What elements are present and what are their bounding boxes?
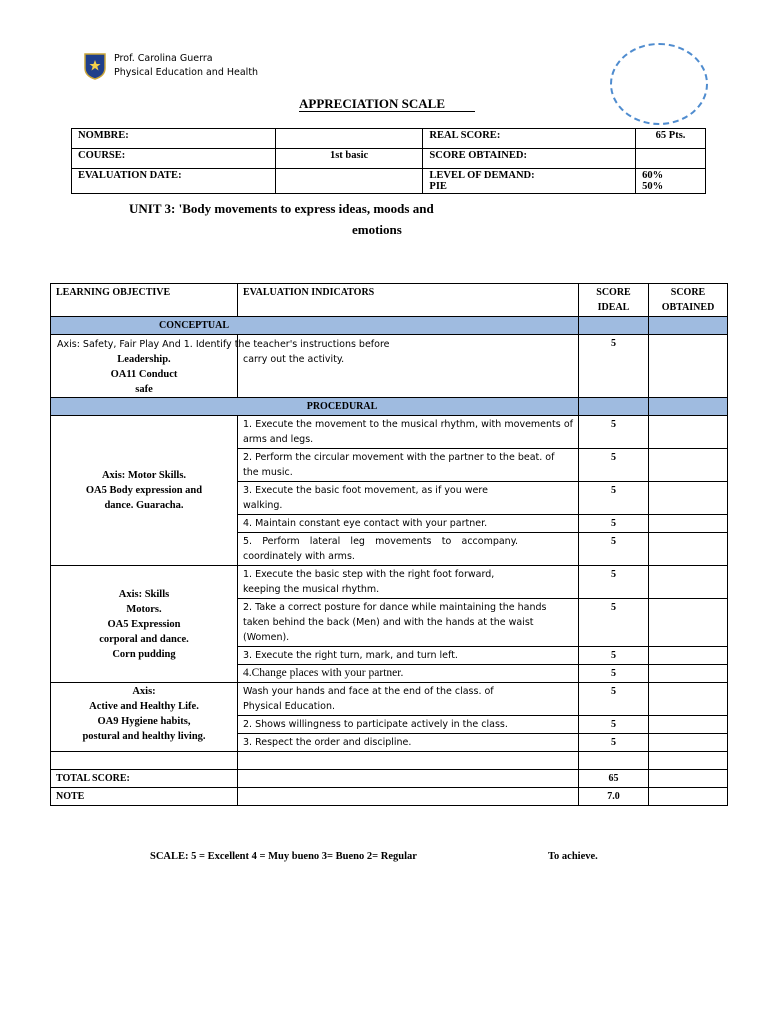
score-obtained-value[interactable]: [636, 149, 706, 169]
nombre-value[interactable]: [275, 129, 423, 149]
score-obtained-cell[interactable]: [649, 515, 728, 533]
real-score-label: REAL SCORE:: [423, 129, 636, 149]
indicator-text: 3. Respect the order and discipline.: [238, 734, 579, 752]
school-logo-icon: [83, 52, 107, 80]
info-row-course: [72, 149, 706, 169]
total-row: [51, 770, 728, 788]
score-ideal: 5: [579, 449, 649, 482]
total-value: 65: [579, 770, 649, 788]
conceptual-axis: Axis: Safety, Fair Play And 1. Identify the teacher's instructions before Leadership. OA11 Conduct safe: [51, 335, 238, 398]
level-value: 60%: [642, 170, 664, 181]
axis-active-healthy-life: Axis: Active and Healthy Life. OA9 Hygiene habits, postural and healthy living.: [51, 683, 238, 752]
teacher-name: Prof. Carolina Guerra: [114, 53, 213, 64]
score-ideal: 5: [579, 482, 649, 515]
note-label: NOTE: [51, 788, 238, 806]
indicator-text: 4. Maintain constant eye contact with your partner.: [238, 515, 579, 533]
unit-title: UNIT 3: 'Body movements to express ideas, moods and: [129, 201, 434, 216]
indicator-text: Wash your hands and face at the end of the class. of Physical Education.: [238, 683, 579, 716]
score-ideal: 5: [579, 416, 649, 449]
score-ideal: 5: [579, 599, 649, 647]
header-objective: LEARNING OBJECTIVE: [51, 284, 238, 317]
note-value: 7.0: [579, 788, 649, 806]
conceptual-indicator: carry out the activity.: [238, 335, 579, 398]
header-text: [114, 52, 258, 80]
real-score-value: 65 Pts.: [636, 129, 706, 149]
level-label: LEVEL OF DEMAND:: [429, 170, 535, 181]
score-obtained-cell[interactable]: [649, 449, 728, 482]
score-ideal: 5: [579, 665, 649, 683]
header-score-ideal: SCORE IDEAL: [579, 284, 649, 317]
score-obtained-cell[interactable]: [649, 647, 728, 665]
indicator-text: 2. Perform the circular movement with the partner to the beat. of the music.: [238, 449, 579, 482]
indicator-text: 2. Shows willingness to participate actively in the class.: [238, 716, 579, 734]
score-ideal: 5: [579, 566, 649, 599]
indicator-text: 2. Take a correct posture for dance while maintaining the hands taken behind the back (Men) and with the hands at the waist (Women).: [238, 599, 579, 647]
unit-title-continued: emotions: [352, 222, 402, 237]
table-row: [51, 566, 728, 599]
course-value: 1st basic: [275, 149, 423, 169]
total-label: TOTAL SCORE:: [51, 770, 238, 788]
page-title: APPRECIATION SCALE: [0, 96, 768, 112]
score-obtained-label: SCORE OBTAINED:: [423, 149, 636, 169]
evaluation-date-label: EVALUATION DATE:: [72, 169, 276, 194]
score-obtained-cell[interactable]: [649, 335, 728, 398]
info-row-date: [72, 169, 706, 194]
info-table: [71, 128, 706, 194]
indicator-text: 1. Execute the basic step with the right foot forward, keeping the musical rhythm.: [238, 566, 579, 599]
score-obtained-cell[interactable]: [649, 416, 728, 449]
score-ideal: 5: [579, 647, 649, 665]
table-row: [51, 416, 728, 449]
achieve-text: To achieve.: [548, 851, 598, 862]
axis-motor-skills: Axis: Motor Skills. OA5 Body expression and dance. Guaracha.: [51, 416, 238, 566]
score-obtained-cell[interactable]: [649, 566, 728, 599]
indicator-text: 4.Change places with your partner.: [238, 665, 579, 683]
procedural-label: PROCEDURAL: [51, 398, 579, 416]
header-indicators: EVALUATION INDICATORS: [238, 284, 579, 317]
conceptual-section-row: [51, 317, 728, 335]
total-obtained-cell[interactable]: [649, 770, 728, 788]
procedural-section-row: [51, 398, 728, 416]
conceptual-label: CONCEPTUAL: [51, 317, 579, 335]
note-row: [51, 788, 728, 806]
score-obtained-cell[interactable]: [649, 599, 728, 647]
info-row-name: [72, 129, 706, 149]
score-obtained-cell[interactable]: [649, 482, 728, 515]
level-label-cell: [423, 169, 636, 194]
score-obtained-cell[interactable]: [649, 683, 728, 716]
score-ideal: 5: [579, 335, 649, 398]
score-obtained-cell[interactable]: [649, 734, 728, 752]
indicator-text: 5. Perform lateral leg movements to accompany. coordinately with arms.: [238, 533, 579, 566]
conceptual-axis-line1: Axis: Safety, Fair Play And 1. Identify the teacher's instructions before: [57, 339, 390, 350]
axis-skills-motors: Axis: Skills Motors. OA5 Expression corporal and dance. Corn pudding: [51, 566, 238, 683]
header-score-obtained: SCORE OBTAINED: [649, 284, 728, 317]
level-value-cell: [636, 169, 706, 194]
subject-name: Physical Education and Health: [114, 67, 259, 78]
course-label: COURSE:: [72, 149, 276, 169]
score-ideal: 5: [579, 515, 649, 533]
score-ideal: 5: [579, 533, 649, 566]
score-ideal: 5: [579, 734, 649, 752]
indicator-text: 3. Execute the right turn, mark, and turn left.: [238, 647, 579, 665]
scale-legend: SCALE: 5 = Excellent 4 = Muy bueno 3= Bueno 2= Regular: [150, 851, 417, 862]
table-row: [51, 683, 728, 716]
pie-label: PIE: [429, 181, 447, 192]
score-ideal: 5: [579, 683, 649, 716]
evaluation-date-value[interactable]: [275, 169, 423, 194]
score-obtained-cell[interactable]: [649, 533, 728, 566]
indicator-text: 3. Execute the basic foot movement, as if you were walking.: [238, 482, 579, 515]
note-obtained-cell[interactable]: [649, 788, 728, 806]
nombre-label: NOMBRE:: [72, 129, 276, 149]
score-ideal: 5: [579, 716, 649, 734]
score-obtained-cell[interactable]: [649, 665, 728, 683]
dashed-circle: [610, 43, 708, 125]
indicator-text: 1. Execute the movement to the musical rhythm, with movements of arms and legs.: [238, 416, 579, 449]
table-header-row: [51, 284, 728, 317]
empty-row: [51, 752, 728, 770]
evaluation-table: [50, 283, 728, 806]
score-obtained-cell[interactable]: [649, 716, 728, 734]
pie-value: 50%: [642, 181, 664, 192]
table-row: [51, 335, 728, 398]
